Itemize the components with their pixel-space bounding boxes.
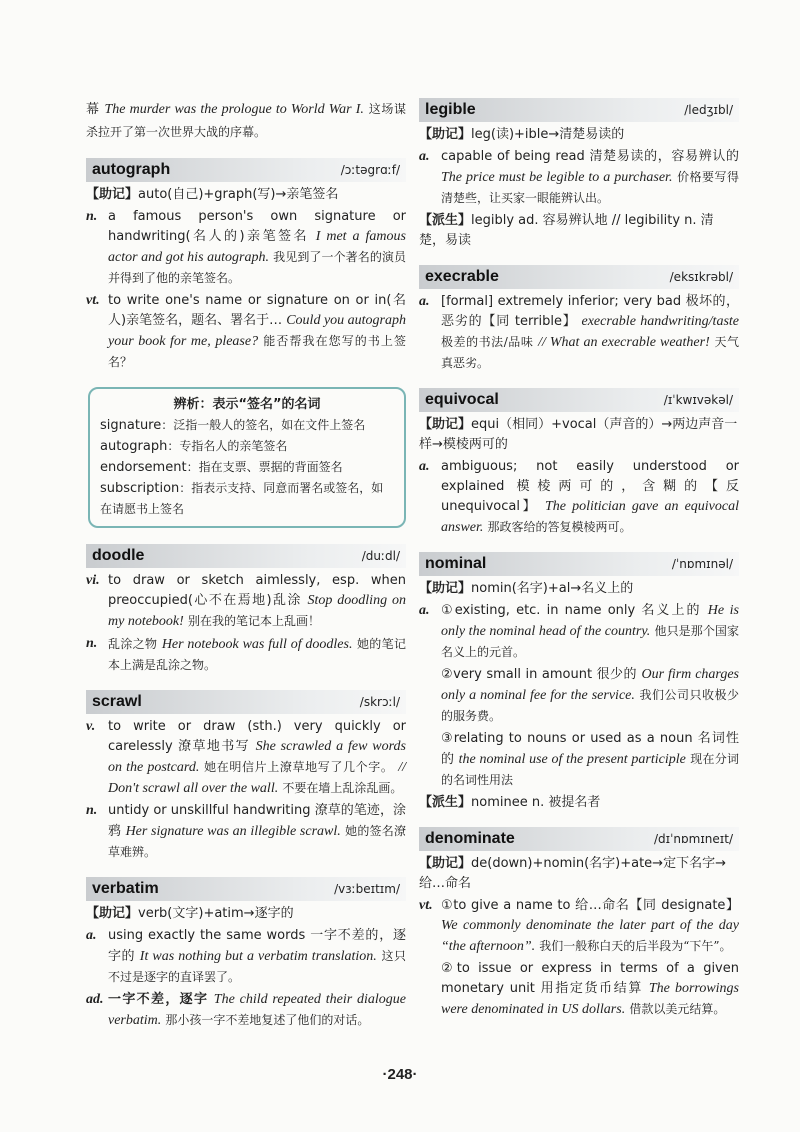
sense: vt. ①to give a name to 给…命名【同 designate】 We commonly denominate the later part of the day “the afternoon”. 我们一般称白天的后半段为“下午”。 [419,898,739,954]
derivation: 【派生】nominee n. 被提名者 [419,795,601,810]
sub-sense: ②very small in amount 很少的 Our firm charges only a nominal fee for the service. 我们公司只收极少的服务费。 [441,667,740,723]
entry-denominate [419,827,739,1020]
sense: n. 乱涂之物 Her notebook was full of doodles. 她的笔记本上满是乱涂之物。 [86,636,406,672]
phonetic: /eksɪkrəbl/ [669,270,733,284]
headword: nominal [425,555,487,572]
headword-bar [86,544,406,568]
phonetic: /dɪˈnɒmɪneɪt/ [654,832,733,846]
sense: vt. to write one's name or signature on or in(名人)亲笔签名，题名、署名于… Could you autograph your book for me, please? 能否帮我在您写的书上签名？ [86,293,406,369]
headword-bar [419,265,739,289]
sense: a. capable of being read 清楚易读的，容易辨认的 The price must be legible to a purchaser. 价格要写得清楚些，让买家一眼能辨认出。 [419,149,739,205]
headword-bar [86,690,406,714]
mnemonic: 【助记】nomin(名字)+al→名义上的 [419,581,634,596]
box-title: 辨析：表示“签名”的名词 [173,397,321,412]
entry-doodle [86,544,406,676]
headword: autograph [92,161,171,178]
entry-equivocal [419,388,739,538]
sub-sense: ③relating to nouns or used as a noun 名词性的 the nominal use of the present participle 现在分词的名词性用法 [441,731,739,787]
entry-nominal [419,552,739,813]
headword-bar [86,877,406,901]
mnemonic: 【助记】auto(自己)+graph(写)→亲笔签名 [86,187,339,202]
mnemonic: 【助记】equi（相同）+vocal（声音的）→两边声音一样→模棱两可的 [419,417,738,452]
phonetic: /duːdl/ [361,549,400,563]
sense: a. ①existing, etc. in name only 名义上的 He is only the nominal head of the country. 他只是那个国家名义上的元首。 [419,603,739,659]
headword-bar [419,552,739,576]
headword-bar [419,98,739,122]
mnemonic: 【助记】leg(读)+ible→清楚易读的 [419,127,625,142]
sense: n. untidy or unskillful handwriting 潦草的笔迹，涂鸦 Her signature was an illegible scrawl. 她的签名潦草难辨。 [86,803,406,859]
sense: v. to write or draw (sth.) very quickly or carelessly 潦草地书写 She scrawled a few words on the postcard. 她在明信片上潦草地写了几个字。 // Don't scrawl all over the wall. 不要在墙上乱涂乱画。 [86,719,407,796]
headword: verbatim [92,880,159,897]
left-column [86,98,406,1045]
right-column [419,98,739,1034]
headword: legible [425,101,476,118]
entry-execrable [419,265,739,374]
phonetic: /ˈnɒmɪnəl/ [671,557,733,571]
phonetic: /vɜːbeɪtɪm/ [334,882,400,896]
sense: a. using exactly the same words 一字不差的，逐字的 It was nothing but a verbatim translation. 这只不过是逐字的直译罢了。 [86,928,406,984]
phonetic: /ɔːtəgrɑːf/ [340,163,400,177]
page-number: ·248· [382,1066,418,1083]
synonym-discrimination-box [88,387,406,528]
phonetic: /ɪˈkwɪvəkəl/ [663,393,733,407]
mnemonic: 【助记】verb(文字)+atim→逐字的 [86,906,294,921]
sub-sense: ②to issue or express in terms of a given monetary unit 用指定货币结算 The borrowings were denominated in US dollars. 借款以美元结算。 [441,961,739,1017]
sense: ad. 一字不差，逐字 The child repeated their dialogue verbatim. 那小孩一字不差地复述了他们的对话。 [86,992,406,1028]
phonetic: /skrɔːl/ [359,695,400,709]
headword: execrable [425,268,499,285]
headword: scrawl [92,693,142,710]
headword: doodle [92,547,145,564]
headword-bar [419,827,739,851]
box-row: autograph：专指名人的亲笔签名 [100,439,288,454]
entry-scrawl [86,690,406,863]
box-row: endorsement：指在支票、票据的背面签名 [100,460,343,475]
headword: equivocal [425,391,499,408]
prologue-continuation: 幕 The murder was the prologue to World War I. 这场谋杀拉开了第一次世界大战的序幕。 [86,102,406,139]
entry-verbatim [86,877,406,1031]
entry-autograph [86,158,406,373]
entry-legible [419,98,739,251]
headword-bar [419,388,739,412]
sense: a. ambiguous; not easily understood or explained 模棱两可的，含糊的【反 unequivocal】 The politician gave an equivocal answer. 那政客给的答复模棱两可。 [419,459,740,535]
sense: vi. to draw or sketch aimlessly, esp. when preoccupied(心不在焉地)乱涂 Stop doodling on my notebook! 别在我的笔记本上乱画！ [86,573,406,629]
sense: a. [formal] extremely inferior; very bad 极坏的，恶劣的【同 terrible】 execrable handwriting/taste 极差的书法/品味 // What an execrable weather! 天气真恶劣。 [419,294,739,370]
headword-bar [86,158,406,182]
sense: n. a famous person's own signature or handwriting(名人的)亲笔签名 I met a famous actor and got his autograph. 我见到了一个著名的演员并得到了他的亲笔签名。 [86,209,406,285]
box-row: subscription：指表示支持、同意而署名或签名，如在请愿书上签名 [100,481,384,516]
phonetic: /ledʒɪbl/ [684,103,733,117]
derivation: 【派生】legibly ad. 容易辨认地 // legibility n. 清楚，易读 [419,213,714,248]
headword: denominate [425,830,515,847]
mnemonic: 【助记】de(down)+nomin(名字)+ate→定下名字→给…命名 [419,856,726,891]
box-row: signature：泛指一般人的签名，如在文件上签名 [100,418,366,433]
